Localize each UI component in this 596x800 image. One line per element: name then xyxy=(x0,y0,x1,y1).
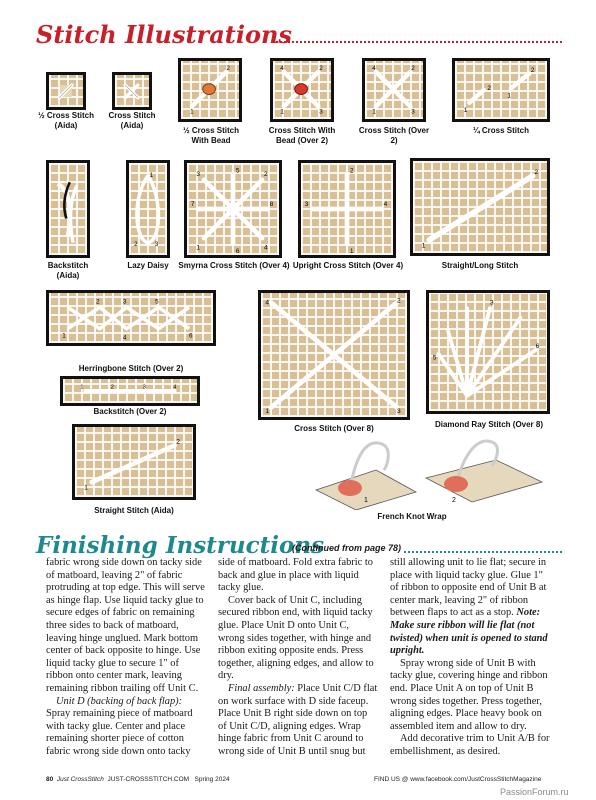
caption-lazy-daisy: Lazy Daisy xyxy=(127,261,169,270)
page-number: 80 xyxy=(46,776,54,783)
caption-cross-over2: Cross Stitch (Over 2) xyxy=(358,126,430,145)
caption-smyrna: Smyrna Cross Stitch (Over 4) xyxy=(178,261,290,270)
svg-text:3: 3 xyxy=(304,201,309,209)
svg-text:3: 3 xyxy=(411,108,415,116)
svg-text:1: 1 xyxy=(196,244,201,252)
svg-text:2: 2 xyxy=(534,169,539,177)
svg-text:5: 5 xyxy=(432,354,437,362)
caption-quarter-cross: ¼ Cross Stitch xyxy=(472,126,529,135)
cross-bead-diagram xyxy=(270,58,334,122)
smyrna-diagram xyxy=(184,160,282,258)
col1-para-2: Unit D (backing of back flap): xyxy=(56,695,183,707)
svg-text:2: 2 xyxy=(96,298,100,306)
svg-text:1: 1 xyxy=(265,408,270,416)
svg-text:2: 2 xyxy=(263,171,268,179)
herringbone-diagram xyxy=(46,290,216,346)
caption-backstitch-aida: Backstitch (Aida) xyxy=(47,261,89,280)
svg-text:4: 4 xyxy=(263,244,268,252)
svg-text:1: 1 xyxy=(421,242,426,250)
svg-text:4: 4 xyxy=(280,65,284,73)
svg-text:1: 1 xyxy=(364,497,368,504)
svg-text:3: 3 xyxy=(319,108,323,116)
svg-text:6: 6 xyxy=(235,248,240,255)
french-knot-diagram xyxy=(306,430,546,510)
straight-long-diagram xyxy=(410,158,550,256)
svg-text:1: 1 xyxy=(372,108,376,116)
col2-para-1: side of matboard. Fold extra fabric to back and glue in place with liquid tacky glue. xyxy=(218,557,373,594)
backstitch-over2-diagram xyxy=(60,376,200,406)
col2-para-3: Final assembly: Place Unit C/D flat on work surface with D side faceup. Place Unit B right side down on top of Unit C/D, aligning edges. Wrap hinge fabric from Unit C around to wrong side of Unit B until snug but xyxy=(218,682,378,757)
col3-para-3: Add decorative trim to Unit A/B for embellishment, as desired. xyxy=(390,733,550,757)
svg-text:3: 3 xyxy=(142,384,146,391)
caption-cross-bead: Cross Stitch With Bead (Over 2) xyxy=(268,126,336,145)
caption-cross-aida: Cross Stitch (Aida) xyxy=(108,111,156,130)
magazine-name: Just CrossStitch xyxy=(56,776,104,783)
quarter-cross-diagram xyxy=(452,58,550,122)
svg-text:3: 3 xyxy=(196,171,201,179)
svg-text:5: 5 xyxy=(155,298,159,306)
svg-text:1: 1 xyxy=(507,92,511,100)
svg-text:2: 2 xyxy=(349,167,354,175)
svg-text:2: 2 xyxy=(452,497,456,504)
svg-text:2: 2 xyxy=(487,85,491,92)
col3-para-1: still allowing unit to lie flat; secure in place with liquid tacky glue. Glue 1" of ribbon to opposite end of Unit B at center mark, leaving 2" of ribbon between flaps to act as a stop. Note: Make sure ribbon will lie flat (not twisted) when unit is opened to stand upright. xyxy=(390,557,548,657)
stitch-illustrations-heading: Stitch Illustrations xyxy=(36,20,292,49)
caption-cross-over8: Cross Stitch (Over 8) xyxy=(294,424,374,433)
svg-text:5: 5 xyxy=(235,167,240,175)
svg-text:1: 1 xyxy=(80,384,84,391)
col3-para-2: Spray wrong side of Unit B with tacky glue, covering hinge and ribbon end. Place Unit A on top of Unit B wrong sides together. Press together, aligning edges. Place heavy book on assembled item and allow to dry. xyxy=(390,657,548,732)
finishing-divider xyxy=(404,551,562,553)
svg-text:4: 4 xyxy=(383,201,388,209)
svg-text:1: 1 xyxy=(149,173,154,180)
svg-text:4: 4 xyxy=(372,65,376,73)
column-1 xyxy=(46,557,208,759)
svg-text:6: 6 xyxy=(535,343,540,351)
caption-straight-long: Straight/Long Stitch xyxy=(441,261,519,270)
straight-aida-diagram xyxy=(72,424,196,500)
svg-text:4: 4 xyxy=(173,384,177,391)
caption-diamond-ray: Diamond Ray Stitch (Over 8) xyxy=(434,420,544,429)
col1-para-1: fabric wrong side down on tacky side of matboard, leaving 2" of fabric protruding at top edge. This will serve as hinge flap. Use liquid tacky glue to secure edges of fabric on remaining three sides to back of matboard, leaving hinge unglued. Mark bottom center of back opposite to hinge. Use liquid tacky glue to secure 1" of ribbon onto center mark, leaving remaining ribbon trailing off Unit C. xyxy=(46,557,205,694)
caption-herringbone: Herringbone Stitch (Over 2) xyxy=(78,364,184,373)
svg-text:1: 1 xyxy=(190,108,194,116)
caption-upright-cross: Upright Cross Stitch (Over 4) xyxy=(292,261,404,270)
caption-straight-aida: Straight Stitch (Aida) xyxy=(94,506,174,515)
svg-text:2: 2 xyxy=(530,66,535,74)
svg-text:3: 3 xyxy=(122,298,127,306)
caption-backstitch-over2: Backstitch (Over 2) xyxy=(93,407,167,416)
col2-para-2: Cover back of Unit C, including secured ribbon end, with liquid tacky glue. Place Unit D onto Unit C, wrong sides together, with hinge and ribbon exiting opposite ends. Press together, aligning edges, and allow to dry. xyxy=(218,594,374,682)
watermark: PassionForum.ru xyxy=(500,787,569,797)
svg-text:1: 1 xyxy=(62,332,66,340)
caption-half-cross-aida: ½ Cross Stitch (Aida) xyxy=(37,111,94,130)
half-cross-aida-diagram xyxy=(46,72,86,110)
svg-text:2: 2 xyxy=(396,297,401,305)
backstitch-aida-diagram xyxy=(46,160,90,258)
cross-over8-diagram xyxy=(258,290,410,420)
upright-cross-diagram xyxy=(298,160,396,258)
svg-text:3: 3 xyxy=(489,299,494,307)
svg-text:2: 2 xyxy=(110,384,114,391)
svg-text:6: 6 xyxy=(189,332,193,340)
svg-text:1: 1 xyxy=(280,108,284,116)
svg-text:2: 2 xyxy=(319,65,323,73)
cross-over2-diagram xyxy=(362,58,426,122)
svg-text:2: 2 xyxy=(411,65,415,73)
svg-text:8: 8 xyxy=(269,201,274,209)
heading-divider xyxy=(272,41,562,43)
column-2 xyxy=(218,557,378,759)
continued-note: (Continued from page 78) xyxy=(292,543,402,553)
svg-text:7: 7 xyxy=(190,201,195,209)
svg-text:1: 1 xyxy=(463,106,468,114)
diamond-ray-diagram xyxy=(426,290,550,414)
svg-text:1: 1 xyxy=(349,248,354,255)
svg-text:2: 2 xyxy=(134,242,138,249)
issue-date: Spring 2024 xyxy=(194,776,230,783)
caption-half-cross-bead: ½ Cross Stitch With Bead xyxy=(182,126,239,145)
footer-left xyxy=(46,776,230,783)
col1-para-3: Spray remaining piece of matboard with tacky glue. Center and place remaining shorter piece of cotton fabric wrong side down onto tacky xyxy=(46,708,193,757)
cross-aida-diagram xyxy=(112,72,152,110)
caption-french-knot: French Knot Wrap xyxy=(377,512,447,521)
svg-text:1: 1 xyxy=(84,484,88,492)
finishing-instructions-heading: Finishing Instructions xyxy=(36,532,325,559)
lazy-daisy-diagram xyxy=(126,160,170,258)
website-link[interactable]: JUST-CROSSSTITCH.COM xyxy=(107,776,190,783)
svg-text:3: 3 xyxy=(396,408,401,416)
svg-text:2: 2 xyxy=(176,438,180,446)
svg-text:4: 4 xyxy=(265,299,270,307)
svg-text:4: 4 xyxy=(122,334,127,342)
half-cross-bead-diagram xyxy=(178,58,242,122)
footer-right[interactable]: FIND US @ www.facebook.com/JustCrossStitchMagazine xyxy=(374,776,542,783)
svg-text:3: 3 xyxy=(154,242,159,249)
column-3 xyxy=(390,557,552,759)
svg-text:2: 2 xyxy=(226,65,230,73)
